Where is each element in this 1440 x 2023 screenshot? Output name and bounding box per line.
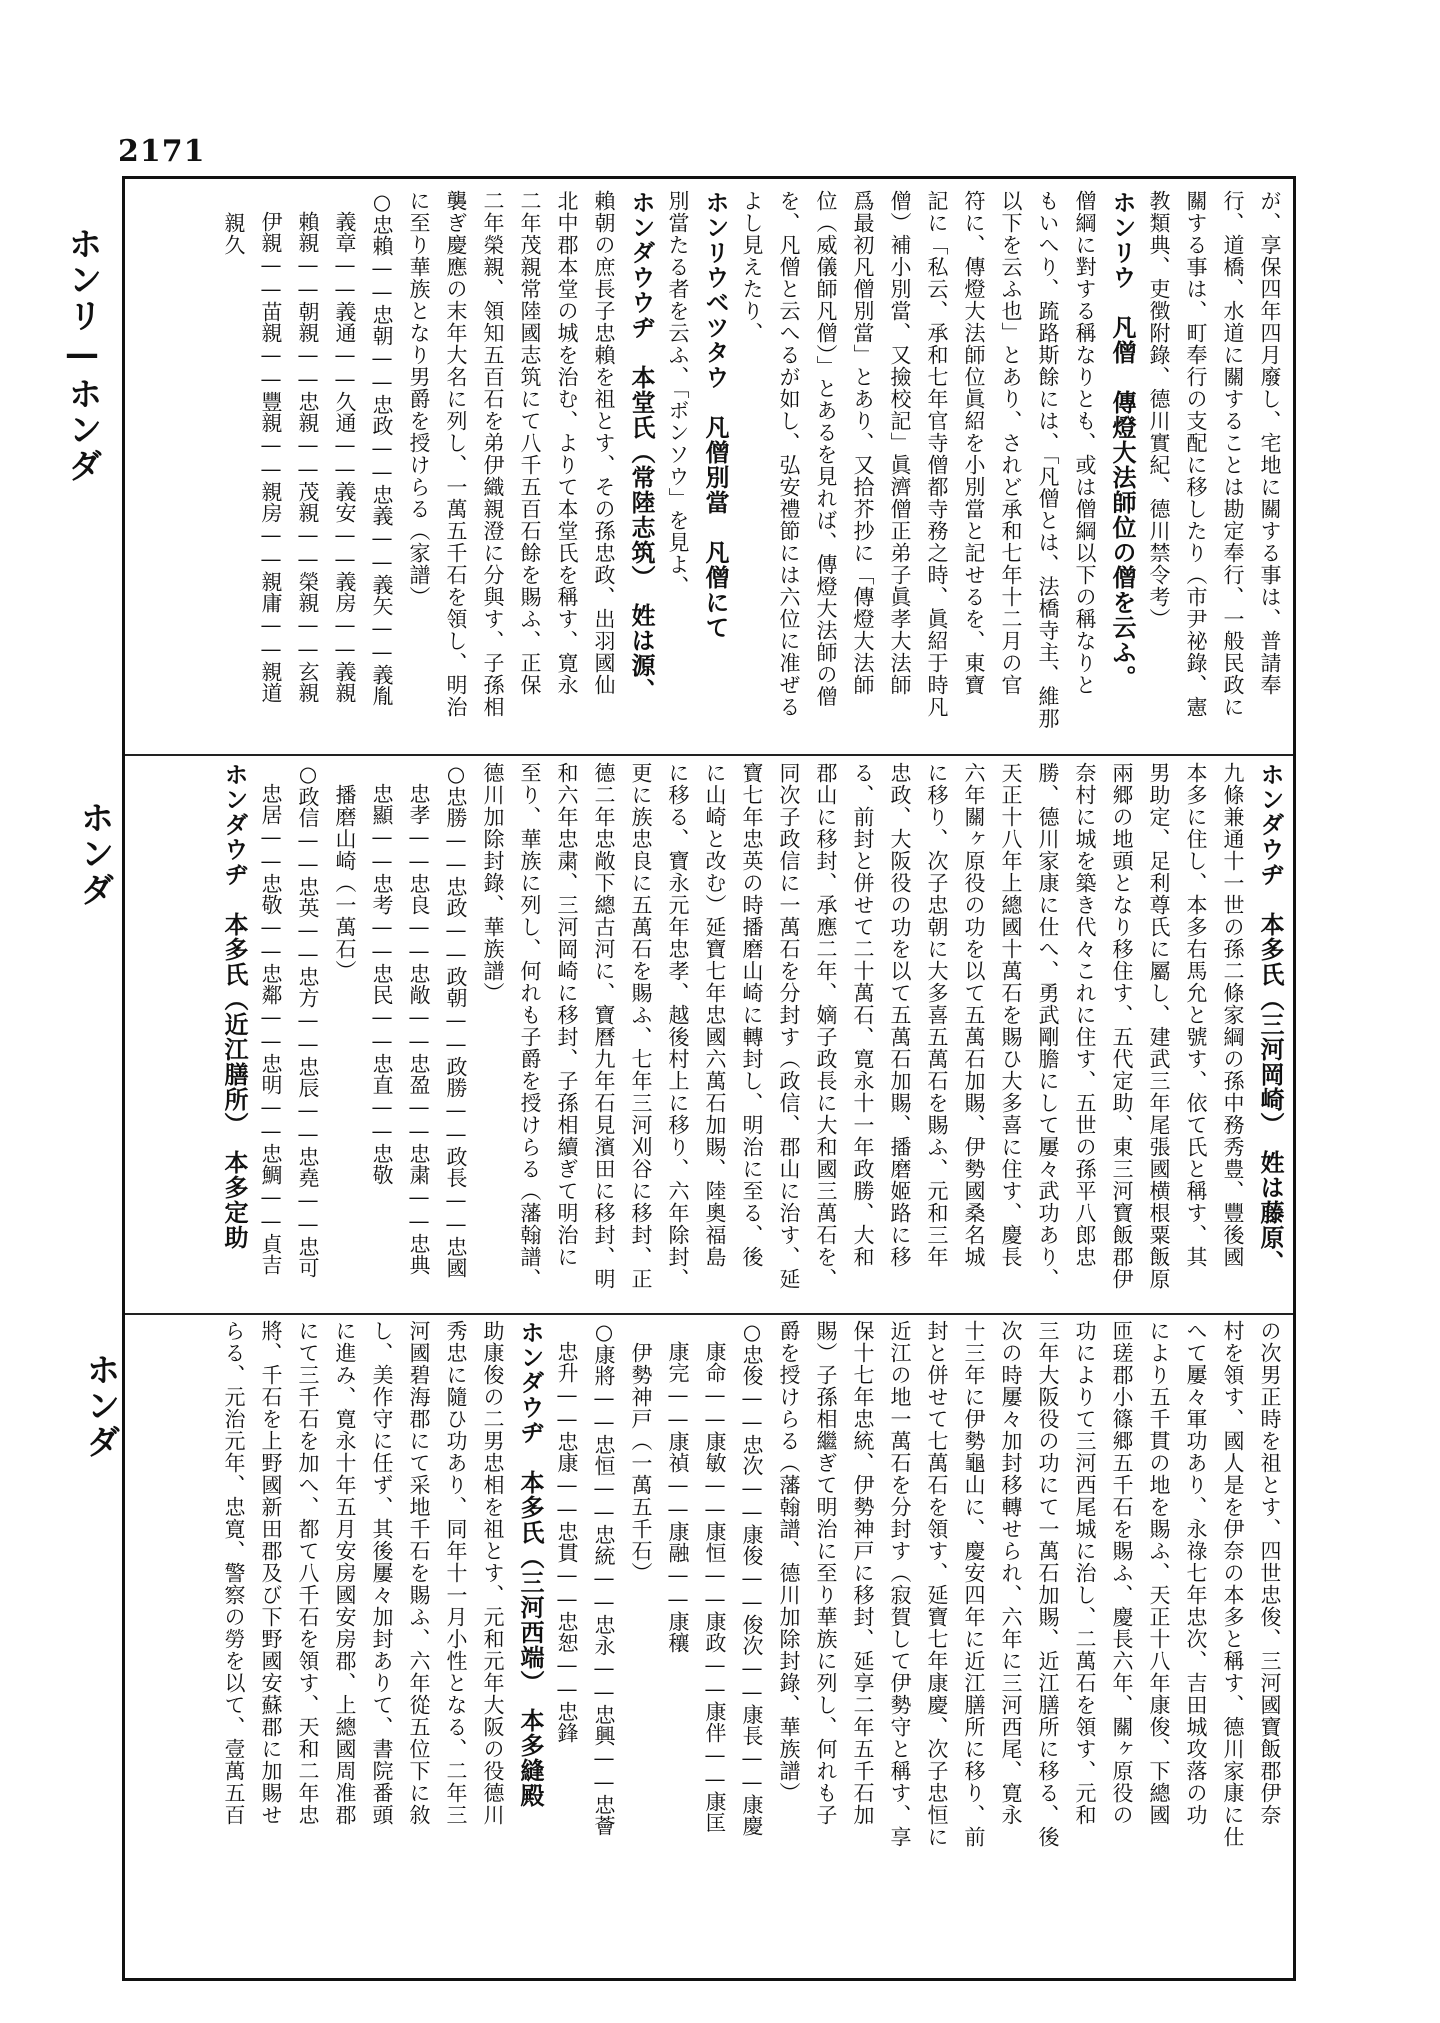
- text-column: ホンリウ 凡僧 傳燈大法師位の僧を云ふ。: [1108, 190, 1136, 690]
- text-column: 二年榮親、領知五百石を弟伊織親澄に分與す、子孫相: [481, 190, 505, 718]
- text-column: 功によりて三河西尾城に治し、二萬石を領す、元和: [1073, 1320, 1097, 1826]
- text-column: 忠政、大阪役の功を以て五萬石加賜、播磨姬路に移: [888, 762, 912, 1268]
- text-column: 同次子政信に一萬石を分封す（政信、郡山に治す、延: [777, 762, 801, 1290]
- text-column: ○忠賴——忠朝——忠政——忠義——義矢——義胤: [370, 190, 394, 706]
- text-column: 寶七年忠英の時播磨山崎に轉封し、明治に至る、後: [740, 762, 764, 1268]
- text-column: 德川加除封錄、華族譜）: [481, 762, 505, 1004]
- text-column: 勝、德川家康に仕へ、勇武剛膽にして屢々武功あり、: [1036, 762, 1060, 1290]
- section-divider: [125, 754, 1293, 756]
- text-column: 將、千石を上野國新田郡及び下野國安蘇郡に加賜せ: [259, 1320, 283, 1826]
- text-column: へて屢々軍功あり、永祿七年忠次、吉田城攻落の功: [1184, 1320, 1208, 1826]
- text-column: 次の時屢々加封移轉せられ、六年に三河西尾、寛永: [999, 1320, 1023, 1826]
- text-column: 以下を云ふ也」とあり、されど承和七年十二月の官: [999, 190, 1023, 696]
- text-column: 賴朝の庶長子忠賴を祖とす、その孫忠政、出羽國仙: [592, 190, 616, 696]
- text-column: 天正十八年上總國十萬石を賜ひ大多喜に住す、慶長: [999, 762, 1023, 1268]
- text-column: ○康將——忠恒——忠統——忠永——忠興——忠薈: [592, 1320, 616, 1836]
- text-column: ホンダウウヂ 本堂氏（常陸志筑） 姓は源、: [627, 190, 655, 703]
- section-divider: [125, 1313, 1293, 1315]
- text-column: 賜）子孫相繼ぎて明治に至り華族に列し、何れも子: [814, 1320, 838, 1826]
- text-column: らる、元治元年、忠寛、警察の勞を以て、壹萬五百: [222, 1320, 246, 1826]
- text-column: ○政信——忠英——忠方——忠辰——忠堯——忠可: [296, 762, 320, 1278]
- text-column: に山崎と改む）延寶七年忠國六萬石加賜、陸奧福島: [703, 762, 727, 1268]
- text-column: 爵を授けらる（藩翰譜、德川加除封錄、華族譜）: [777, 1320, 801, 1804]
- text-column: 和六年忠粛、三河岡崎に移封、子孫相續ぎて明治に: [555, 762, 579, 1268]
- text-column: が、享保四年四月廢し、宅地に關する事は、普請奉: [1258, 190, 1282, 696]
- text-column: 河國碧海郡にて采地千石を賜ふ、六年從五位下に敘: [407, 1320, 431, 1826]
- text-column: 記に「私云、承和七年官寺僧都寺務之時、眞紹于時凡: [925, 190, 949, 718]
- text-column: 伊親——苗親——豐親——親房——親庸——親道: [259, 190, 283, 703]
- text-column: よし見えたり、: [740, 190, 764, 344]
- text-column: の次男正時を祖とす、四世忠俊、三河國寶飯郡伊奈: [1258, 1320, 1282, 1826]
- section-middle: [130, 762, 1288, 1306]
- text-column: 近江の地一萬石を分封す（寂賀して伊勢守と稱す、享: [888, 1320, 912, 1848]
- margin-title-honda: ホンダ: [74, 800, 114, 908]
- text-column: ホンダウヂ 本多氏（近江膳所） 本多定助: [220, 762, 248, 1250]
- text-column: 兩郷の地頭となり移住す、五代定助、東三河寶飯郡伊: [1110, 762, 1134, 1290]
- text-column: る、前封と併せて二十萬石、寛永十一年政勝、大和: [851, 762, 875, 1268]
- text-column: ホンダウヂ 本多氏（三河岡崎） 姓は藤原、: [1256, 762, 1284, 1275]
- text-column: 賴親——朝親——忠親——茂親——榮親——玄親: [296, 190, 320, 703]
- text-column: 康命——康敏——康恒——康政——康伴——康匡: [703, 1320, 727, 1833]
- text-column: 襲ぎ慶應の末年大名に列し、一萬五千石を領し、明治: [444, 190, 468, 718]
- text-column: 本多に住し、本多右馬允と號す、依て氏と稱す、其: [1184, 762, 1208, 1268]
- text-column: 義章——義通——久通——義安——義房——義親: [333, 190, 357, 703]
- text-column: を、凡僧と云へるが如し、弘安禮節には六位に准ぜる: [777, 190, 801, 718]
- text-column: 符に、傳燈大法師位眞紹を小別當と記せるを、東寶: [962, 190, 986, 696]
- section-bottom: [130, 1320, 1288, 1970]
- text-column: ホンリウベツタウ 凡僧別當 凡僧にて: [701, 190, 729, 640]
- text-column: 忠升——忠康——忠貫——忠恕——忠鋒: [555, 1320, 579, 1743]
- text-column: ○忠勝——忠政——政朝——政勝——政長——忠國: [444, 762, 468, 1278]
- text-column: 秀忠に隨ひ功あり、同年十一月小性となる、二年三: [444, 1320, 468, 1826]
- text-column: に進み、寛永十年五月安房國安房郡、上總國周准郡: [333, 1320, 357, 1826]
- text-column: 助康俊の二男忠相を祖とす、元和元年大阪の役德川: [481, 1320, 505, 1826]
- text-column: 保十七年忠統、伊勢神戸に移封、延享二年五千石加: [851, 1320, 875, 1826]
- text-column: 至り、華族に列し、何れも子爵を授けらる（藩翰譜、: [518, 762, 542, 1290]
- text-column: 康完——康禎——康融——康穰: [666, 1320, 690, 1653]
- text-column: 奈村に城を築き代々これに住す、五世の孫平八郎忠: [1073, 762, 1097, 1268]
- text-column: 關する事は、町奉行の支配に移したり（市尹祕錄、憲: [1184, 190, 1208, 718]
- text-column: もいへり、䟽路斯餘には、「凡僧とは、法橋寺主、維那: [1036, 190, 1060, 730]
- text-column: にて三千石を加へ、都て八千石を領す、天和二年忠: [296, 1320, 320, 1826]
- text-column: 九條兼通十一世の孫二條家綱の孫中務秀豊、豐後國: [1221, 762, 1245, 1268]
- text-column: 別當たる者を云ふ、「ボンソウ」を見よ、: [666, 190, 690, 598]
- text-column: 男助定、足利尊氏に屬し、建武三年尾張國横根粟飯原: [1147, 762, 1171, 1290]
- text-column: 忠孝——忠良——忠敞——忠盈——忠粛——忠典: [407, 762, 431, 1275]
- text-column: 十三年に伊勢龜山に、慶安四年に近江膳所に移り、前: [962, 1320, 986, 1848]
- text-column: 更に族忠良に五萬石を賜ふ、七年三河刈谷に移封、正: [629, 762, 653, 1290]
- text-column: 郡山に移封、承應二年、嫡子政長に大和國三萬石を、: [814, 762, 838, 1290]
- text-column: 教類典、吏徴附錄、德川實紀、德川禁令考）: [1147, 190, 1171, 630]
- text-column: 僧綱に對する稱なりとも、或は僧綱以下の稱なりと: [1073, 190, 1097, 696]
- margin-title-honri-honda: ホンリ—ホンダ: [62, 226, 102, 484]
- section-top-text: [130, 190, 1288, 745]
- text-column: に移る、寶永元年忠孝、越後村上に移り、六年除封、: [666, 762, 690, 1290]
- text-column: 匝瑳郡小篠郷五千石を賜ふ、慶長六年、關ヶ原役の: [1110, 1320, 1134, 1826]
- text-column: 行、道橋、水道に關することは勘定奉行、一般民政に: [1221, 190, 1245, 718]
- text-column: 位（威儀師凡僧）」とあるを見れば、傳燈大法師の僧: [814, 190, 838, 708]
- text-column: 二年茂親常陸國志筑にて八千五百石餘を賜ふ、正保: [518, 190, 542, 696]
- text-column: 德二年忠敞下總古河に、寶曆九年石見濱田に移封、明: [592, 762, 616, 1290]
- text-column: 北中郡本堂の城を治む、よりて本堂氏を稱す、寛永: [555, 190, 579, 696]
- section-top: [130, 190, 1288, 745]
- text-column: 村を領す、國人是を伊奈の本多と稱す、德川家康に仕: [1221, 1320, 1245, 1848]
- section-bottom-text: [130, 1320, 1288, 1970]
- text-column: 伊勢神戸（一萬五千石）: [629, 1320, 653, 1584]
- text-column: 封と併せて七萬石を領す、延寶七年康慶、次子忠恒に: [925, 1320, 949, 1848]
- text-column: 爲最初凡僧別當」とあり、又拾芥抄に「傳燈大法師: [851, 190, 875, 696]
- text-column: 播磨山崎（一萬石）: [333, 762, 357, 982]
- text-column: ○忠俊——忠次——康俊——俊次——康長——康慶: [740, 1320, 764, 1836]
- text-column: に移り、次子忠朝に大多喜五萬石を賜ふ、元和三年: [925, 762, 949, 1268]
- text-column: 忠顯——忠考——忠民——忠直——忠敬: [370, 762, 394, 1185]
- text-column: 三年大阪役の功にて一萬石加賜、近江膳所に移る、後: [1036, 1320, 1060, 1848]
- text-column: し、美作守に任ず、其後屢々加封ありて、書院番頭: [370, 1320, 394, 1826]
- section-middle-text: [130, 762, 1288, 1306]
- margin-title-honda-lower: ホンダ: [80, 1352, 120, 1460]
- page-number: 2171: [118, 134, 206, 169]
- text-column: 親久: [222, 190, 246, 256]
- text-column: 忠居——忠敬——忠鄰——忠明——忠鯛——貞吉: [259, 762, 283, 1275]
- text-column: により五千貫の地を賜ふ、天正十八年康俊、下總國: [1147, 1320, 1171, 1826]
- text-column: 僧）補小別當、又撿校記」眞濟僧正弟子眞孝大法師: [888, 190, 912, 696]
- text-column: ホンダウヂ 本多氏（三河西端） 本多縫殿: [516, 1320, 544, 1808]
- text-column: に至り華族となり男爵を授けらる（家譜）: [407, 190, 431, 608]
- text-column: 六年關ヶ原役の功を以て五萬石加賜、伊勢國桑名城: [962, 762, 986, 1268]
